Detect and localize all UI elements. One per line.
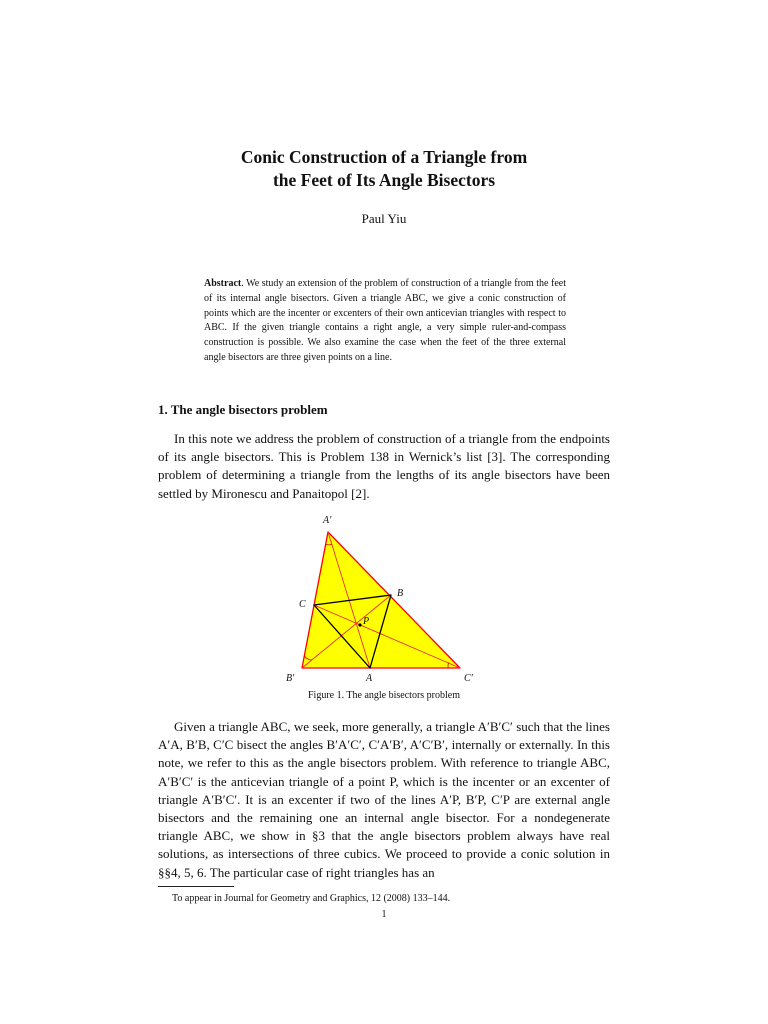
label-a: A — [366, 673, 373, 684]
label-p: P — [363, 616, 370, 627]
page-number: 1 — [381, 909, 387, 920]
point-p — [358, 623, 361, 626]
abstract — [204, 277, 566, 366]
label-a-prime: A′ — [323, 515, 332, 526]
paper-title — [0, 146, 768, 192]
author: Paul Yiu — [361, 211, 407, 226]
footnote-rule — [158, 886, 234, 887]
abstract-text: . We study an extension of the problem of construction of a triangle from the feet of its internal angle bisectors. Given a triangle ABC, we give a conic construction of points which are the incenter or excenters of their own anticevian triangles with respect to ABC. If the given triangle contains a right angle, a very simple ruler-and-compass construction is possible. We also examine the case when the feet of the three external angle bisectors are three given points on a line. — [204, 278, 566, 363]
figure-1 — [280, 510, 480, 685]
section-heading: 1. The angle bisectors problem — [158, 402, 328, 417]
footnote: To appear in Journal for Geometry and Graphics, 12 (2008) 133–144. — [172, 893, 451, 904]
outer-triangle — [302, 532, 460, 668]
paragraph-1: In this note we address the problem of construction of a triangle from the endpoints of its angle bisectors. This is Problem 138 in Wernick’s list [3]. The corresponding problem of determining a triangle from the lengths of its angle bisectors have been settled by Mironescu and Panaitopol [2]. — [158, 431, 610, 501]
figure-caption: Figure 1. The angle bisectors problem — [307, 690, 460, 701]
label-c-prime: C′ — [464, 673, 473, 684]
title-line-2: the Feet of Its Angle Bisectors — [272, 170, 496, 190]
paragraph-2: Given a triangle ABC, we seek, more generally, a triangle A′B′C′ such that the lines A′A, B′B, C′C bisect the angles B′A′C′, C′A′B′, A′C′B′, internally or externally. In this note, we refer to this as the angle bisectors problem. With reference to triangle ABC, A′B′C′ is the anticevian triangle of a point P, which is the incenter or an excenter of triangle A′B′C′. It is an excenter if two of the lines A′P, B′P, C′P are external angle bisectors and the remaining one an internal angle bisector. For a nondegenerate triangle ABC, we show in §3 that the angle bisectors problem always have real solutions, as intersections of three cubics. We proceed to provide a conic solution in §§4, 5, 6. The particular case of right triangles has an — [158, 719, 610, 880]
label-c: C — [299, 599, 306, 610]
triangle-diagram — [280, 510, 480, 685]
label-b-prime: B′ — [286, 673, 295, 684]
label-b: B — [397, 588, 404, 599]
abstract-label: Abstract — [204, 278, 242, 289]
title-line-1: Conic Construction of a Triangle from — [240, 147, 528, 167]
